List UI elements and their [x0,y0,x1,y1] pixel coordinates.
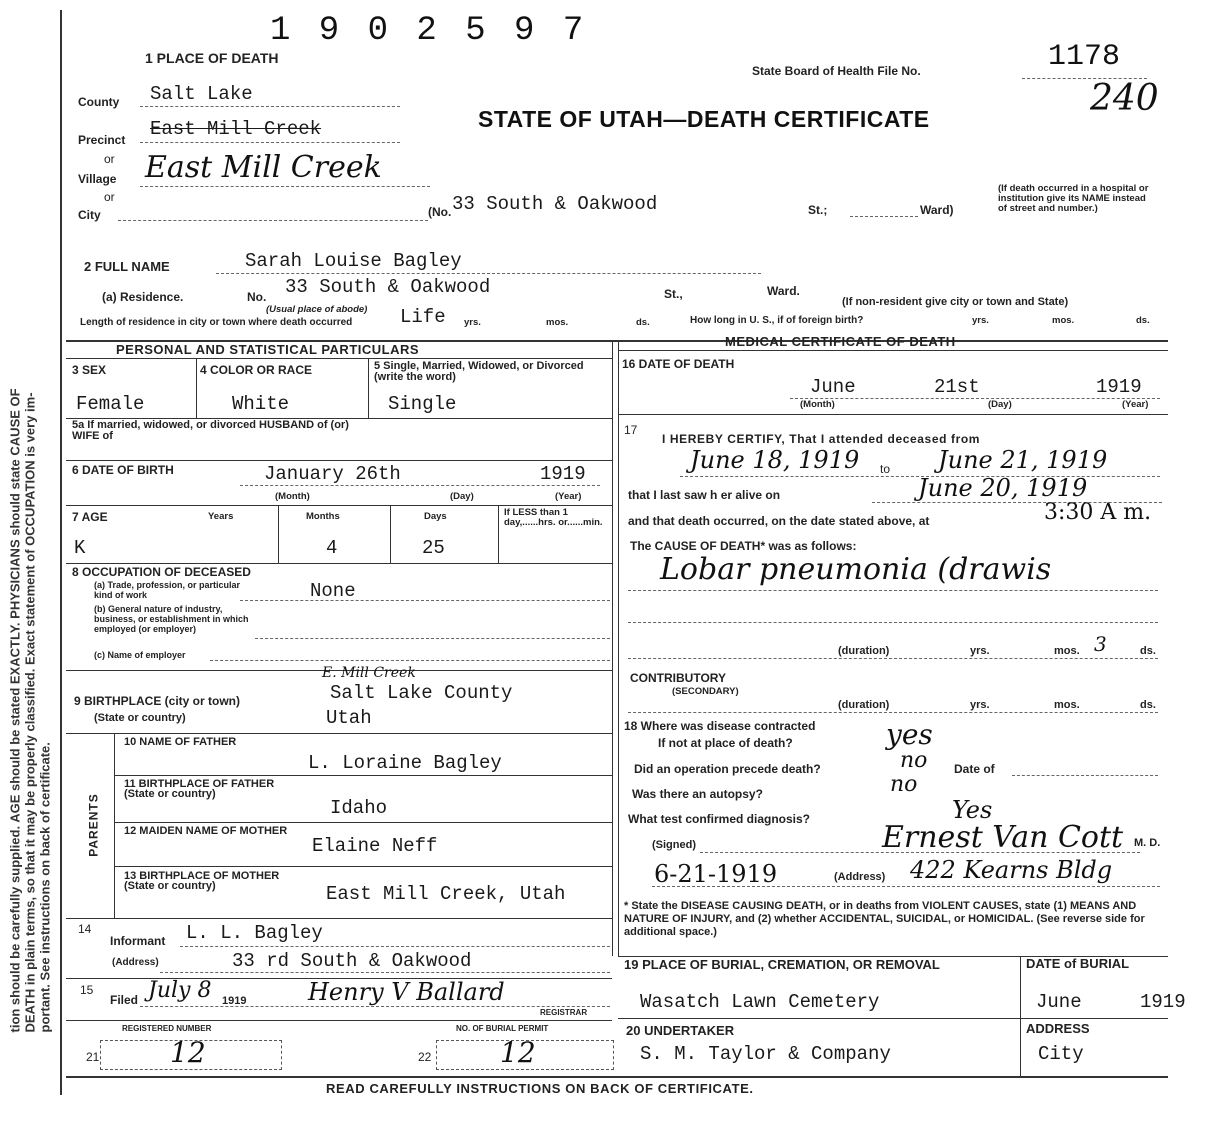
residence-no-label: No. [247,290,267,304]
birthplace-state-label: (State or country) [94,712,186,724]
duration-yrs-2: yrs. [970,699,990,711]
full-name-label: 2 FULL NAME [84,259,170,274]
q18-answer: yes [886,718,933,751]
residence-st-label: St., [664,287,683,301]
informant-label: Informant [110,934,166,948]
medical-heading: MEDICAL CERTIFICATE OF DEATH [725,334,956,349]
operation-label: Did an operation precede death? [634,762,821,776]
row-line-12 [66,1020,612,1021]
sign-date: 6-21-1919 [654,860,778,888]
last-saw-date: June 20, 1919 [918,474,1088,502]
nonresident-note: (If non-resident give city or town and State) [842,296,1069,308]
usual-place-note: (Usual place of abode) [266,304,368,315]
father-value: L. Loraine Bagley [308,752,502,774]
length-label: Length of residence in city or town where death occurred [80,317,353,328]
parents-side-divider [114,733,115,918]
burial-year: 1919 [1140,991,1186,1013]
duration-line-2 [628,712,1158,713]
signed-line [700,852,1140,853]
death-month-caption: (Month) [800,399,835,410]
row-line-2 [66,460,612,461]
certificate-number: 1 9 0 2 5 9 7 [270,12,588,50]
filed-date: July 8 [148,978,212,1003]
attended-to: June 21, 1919 [938,446,1108,474]
side-instructions [8,13,53,1033]
county-label: County [78,95,120,109]
reg-no-label: REGISTERED NUMBER [122,1024,212,1033]
or-label-1: or [104,152,115,166]
occurred-label: and that death occurred, on the date stated above, at [628,514,930,528]
filed-num: 15 [80,983,94,997]
residence-value: 33 South & Oakwood [285,276,491,298]
informant-address-line [160,972,610,973]
medical-row-line-1 [618,414,1168,415]
dob-value: January 26th [264,463,401,485]
how-long-mos: mos. [1052,315,1075,326]
dob-year: 1919 [540,463,586,485]
precinct-label: Precinct [78,133,126,147]
age-months-label: Months [306,511,340,522]
ward-label: Ward) [920,203,954,217]
signed-label: (Signed) [652,839,696,851]
street-no-label: (No. [428,205,452,219]
attended-from: June 18, 1919 [690,446,860,474]
informant-value: L. L. Bagley [186,922,323,944]
birthplace-handwritten: E. Mill Creek [322,665,416,681]
handwritten-number: 240 [1090,78,1159,119]
duration-ds-value: 3 [1094,632,1107,656]
death-time: 3:30 A m. [1044,500,1152,525]
sex-divider [196,358,197,418]
cause-line-1 [628,590,1158,591]
duration-label-2: (duration) [838,699,890,711]
form-bottom-line [66,1076,1168,1078]
attended-to-label: to [880,462,891,476]
physician-signature: Ernest Van Cott [882,820,1124,855]
marital-value: Single [388,393,457,415]
cause-footnote: * State the DISEASE CAUSING DEATH, or in deaths from VIOLENT CAUSES, state (1) MEANS AND NATURE OF INJURY, and (2) whether ACCIDENTAL, SUICIDAL, or HOMICIDAL. (See reverse side for additional space.) [624,900,1145,938]
city-line [118,220,428,221]
row-line-4 [66,563,612,564]
undertaker-label: 20 UNDERTAKER [626,1023,735,1038]
burial-date-label: DATE of BURIAL [1026,956,1130,971]
county-line [140,106,400,107]
burial-permit-value: 12 [500,1036,536,1069]
burial-mid-line [618,1018,1168,1019]
side-line-2: DEATH in plain terms, so that it may be properly classified. Exact statement of OCCUPATION is very im- [22,392,38,1033]
length-value: Life [400,306,446,328]
undertaker-address: City [1038,1043,1084,1065]
occupation-label: 8 OCCUPATION OF DECEASED [72,565,251,579]
full-name-value: Sarah Louise Bagley [245,250,462,272]
ward-line [850,216,918,217]
q17-num: 17 [624,423,638,437]
birthplace-city: Salt Lake County [330,682,513,704]
occupation-a: (a) Trade, profession, or particular kind of work [94,580,241,600]
operation-answer: no [900,748,928,773]
reg-no-value: 12 [170,1036,206,1069]
age-years-label: Years [208,511,234,522]
age-div-2 [390,505,391,563]
burial-permit-num: 22 [418,1050,432,1064]
undertaker-address-label: ADDRESS [1026,1021,1090,1036]
reg-no-num: 21 [86,1050,100,1064]
marital-label: 5 Single, Married, Widowed, or Divorced (write the word) [374,360,584,383]
medical-heading-line [618,350,1168,351]
residence-ward-label: Ward. [767,284,800,298]
personal-heading-line [66,358,612,359]
contributory-label: CONTRIBUTORY [630,671,726,685]
duration-mos-2: mos. [1054,699,1080,711]
q18b-label: If not at place of death? [658,736,793,750]
mother-birthplace: East Mill Creek, Utah [326,883,566,905]
full-name-line [216,273,761,274]
age-div-1 [278,505,279,563]
sign-address-label: (Address) [834,871,886,883]
mother-label: 12 MAIDEN NAME OF MOTHER [124,825,288,837]
informant-address-label: (Address) [112,957,159,968]
age-less-label: If LESS than 1 day,......hrs. or......min. [504,507,603,528]
row-line-10 [66,918,612,919]
row-line-8 [114,822,612,823]
q18-label: 18 Where was disease contracted [624,719,816,733]
age-days-label: Days [424,511,447,522]
death-day: 21st [934,376,980,398]
death-year: 1919 [1096,376,1142,398]
age-div-3 [498,505,499,563]
duration-line-1 [628,658,1158,659]
row-line-6 [66,733,612,734]
cause-value: Lobar pneumonia (drawis [660,552,1052,587]
father-birthplace-label: 11 BIRTHPLACE OF FATHER (State or country) [124,778,275,800]
street-value: 33 South & Oakwood [452,193,658,215]
age-days: 25 [422,537,445,559]
row-line-7 [114,775,612,776]
cause-label: The CAUSE OF DEATH* was as follows: [630,539,857,553]
dob-year-caption: (Year) [555,491,582,502]
last-saw-label: that I last saw h er alive on [628,488,781,502]
personal-heading: PERSONAL AND STATISTICAL PARTICULARS [116,342,420,357]
death-month: June [810,376,856,398]
how-long-ds: ds. [1136,315,1150,326]
village-value: East Mill Creek [145,150,382,185]
date-of-line [1012,775,1158,776]
burial-permit-label: NO. OF BURIAL PERMIT [456,1024,549,1033]
secondary-label: (SECONDARY) [672,686,739,697]
occupation-value: None [310,580,356,602]
grid-center-divider-2 [618,340,619,956]
autopsy-answer: no [890,772,918,797]
row-line-3 [66,505,612,506]
occupation-c: (c) Name of employer [94,650,186,660]
place-of-death-label: 1 PLACE OF DEATH [145,50,279,66]
village-label: Village [78,172,117,186]
dob-line [240,485,600,486]
sex-label: 3 SEX [72,363,107,377]
informant-line [180,946,610,947]
dob-day-caption: (Day) [450,491,474,502]
dob-label: 6 DATE OF BIRTH [72,463,174,477]
side-line-3: portant. See instructions on back of certificate. [37,742,53,1033]
md-label: M. D. [1134,837,1161,849]
residence-label: (a) Residence. [102,290,184,304]
burial-place: Wasatch Lawn Cemetery [640,991,880,1013]
hospital-note: (If death occurred in a hospital or institution give its NAME instead of street and number.) [998,183,1149,214]
length-mos: mos. [546,317,569,328]
certify-text: I HEREBY CERTIFY, That I attended deceased from [662,432,981,446]
or-label-2: or [104,190,115,204]
age-years: K [74,537,86,559]
duration-ds-2: ds. [1140,699,1156,711]
age-months: 4 [326,537,338,559]
length-yrs: yrs. [464,317,481,328]
duration-yrs-1: yrs. [970,645,990,657]
registrar-signature: Henry V Ballard [308,978,505,1006]
county-value: Salt Lake [150,83,253,105]
village-line [140,186,430,187]
death-date-line [790,398,1160,399]
mother-value: Elaine Neff [312,835,438,857]
filed-label: Filed [110,993,139,1007]
informant-num: 14 [78,922,92,936]
death-day-caption: (Day) [988,399,1012,410]
duration-ds-1: ds. [1140,645,1156,657]
date-of-label: Date of [954,762,995,776]
mother-birthplace-label: 13 BIRTHPLACE OF MOTHER (State or country) [124,870,280,892]
father-label: 10 NAME OF FATHER [124,736,237,748]
father-birthplace: Idaho [330,797,388,819]
autopsy-label: Was there an autopsy? [632,787,763,801]
precinct-value: East Mill Creek [150,118,322,140]
death-year-caption: (Year) [1122,399,1149,410]
parents-side-label: PARENTS [86,793,101,857]
row-line-9 [114,866,612,867]
burial-divider [1020,956,1021,1076]
street-st-label: St.; [808,203,828,217]
occupation-line-a [240,600,610,601]
filed-year: 1919 [222,995,247,1007]
file-no: 1178 [1048,40,1121,74]
certificate-title: STATE OF UTAH—DEATH CERTIFICATE [478,106,930,132]
undertaker-value: S. M. Taylor & Company [640,1043,891,1065]
occupation-b: (b) General nature of industry, business, or establishment in which employed (or employer) [94,604,249,634]
birthplace-label: 9 BIRTHPLACE (city or town) [74,694,241,708]
precinct-line [140,142,400,143]
form-left-border [60,10,62,1095]
grid-center-divider [612,340,613,956]
confirm-label: What test confirmed diagnosis? [628,812,811,826]
occupation-line-c [210,660,610,661]
how-long-yrs: yrs. [972,315,989,326]
age-label: 7 AGE [72,510,108,524]
cause-line-2 [628,622,1158,623]
date-of-death-label: 16 DATE OF DEATH [622,357,735,371]
how-long-label: How long in U. S., if of foreign birth? [690,315,864,326]
color-value: White [232,393,290,415]
burial-place-label: 19 PLACE OF BURIAL, CREMATION, OR REMOVAL [624,957,940,972]
length-ds: ds. [636,317,650,328]
footer-instructions: READ CAREFULLY INSTRUCTIONS ON BACK OF CERTIFICATE. [326,1081,754,1096]
registrar-label: REGISTRAR [540,1008,588,1017]
color-divider [368,358,369,418]
side-line-1: tion should be carefully supplied. AGE should be stated EXACTLY. PHYSICIANS should state CAUSE OF [7,388,23,1033]
color-label: 4 COLOR OR RACE [200,363,313,377]
city-label: City [78,208,101,222]
spouse-label: 5a If married, widowed, or divorced HUSBAND of (or) WIFE of [72,419,349,442]
sex-value: Female [76,393,145,415]
burial-date: June [1036,991,1082,1013]
file-no-label: State Board of Health File No. [752,64,921,78]
duration-mos-1: mos. [1054,645,1080,657]
informant-address: 33 rd South & Oakwood [232,950,472,972]
birthplace-state: Utah [326,707,372,729]
sign-date-line [652,886,1160,887]
confirm-answer: Yes [952,796,993,824]
dob-month-caption: (Month) [275,491,310,502]
occupation-line-b [255,638,610,639]
physician-address: 422 Kearns Bldg [910,856,1113,884]
filed-line [140,1006,610,1007]
duration-label-1: (duration) [838,645,890,657]
